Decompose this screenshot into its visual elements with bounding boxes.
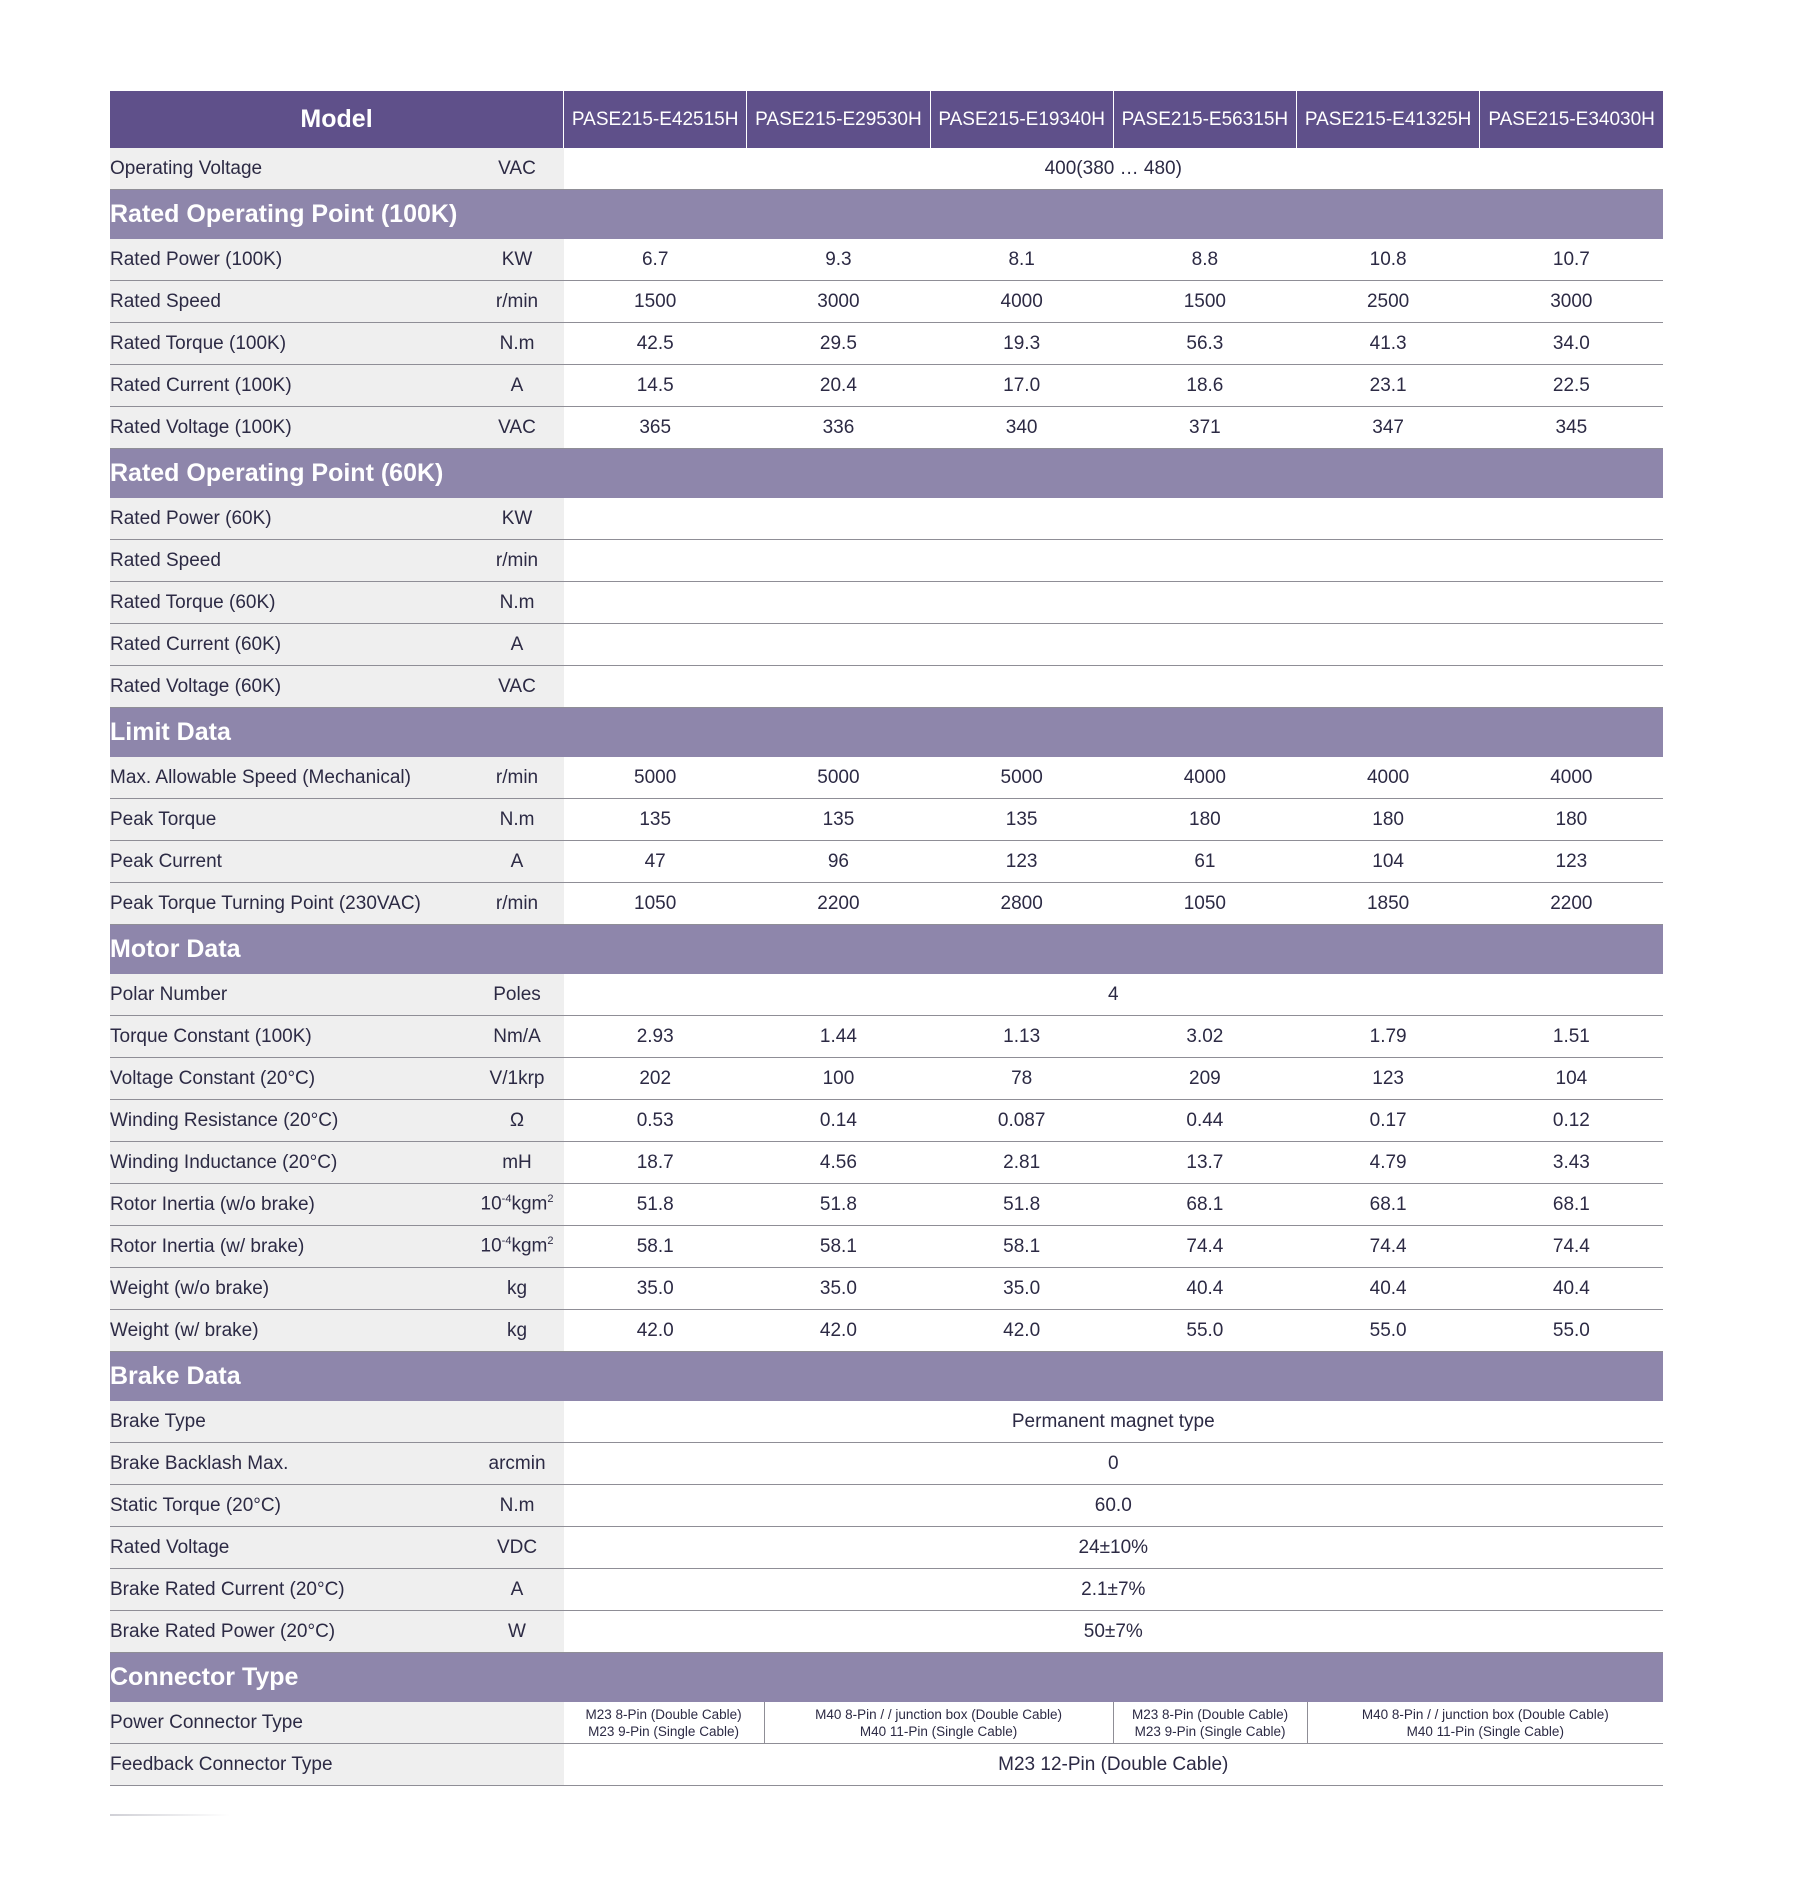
row-value: 74.4 bbox=[1480, 1226, 1663, 1268]
row-value: 40.4 bbox=[1480, 1268, 1663, 1310]
table-row bbox=[110, 757, 1663, 799]
row-value: 51.8 bbox=[747, 1184, 930, 1226]
row-value: 123 bbox=[1297, 1058, 1480, 1100]
row-label: Voltage Constant (20°C) bbox=[110, 1058, 470, 1100]
connector-group bbox=[1113, 1702, 1307, 1743]
row-value: 17.0 bbox=[930, 365, 1113, 407]
section-title: Limit Data bbox=[110, 708, 1663, 758]
row-value: 400(380 … 480) bbox=[564, 148, 1663, 190]
row-value: 1850 bbox=[1297, 883, 1480, 925]
row-unit bbox=[470, 1401, 563, 1443]
row-unit: N.m bbox=[470, 323, 563, 365]
table-row bbox=[110, 1527, 1663, 1569]
row-unit: N.m bbox=[470, 799, 563, 841]
table-row bbox=[110, 1100, 1663, 1142]
model-name: PASE215-E29530H bbox=[747, 91, 930, 148]
row-value: 29.5 bbox=[747, 323, 930, 365]
row-value: 5000 bbox=[747, 757, 930, 799]
model-name: PASE215-E42515H bbox=[564, 91, 747, 148]
table-row bbox=[110, 1142, 1663, 1184]
row-value: 4000 bbox=[1297, 757, 1480, 799]
table-row bbox=[110, 1485, 1663, 1527]
row-value: 0.53 bbox=[564, 1100, 747, 1142]
row-label: Rated Torque (60K) bbox=[110, 582, 470, 624]
row-label: Rotor Inertia (w/ brake) bbox=[110, 1226, 470, 1268]
unit-base: 10 bbox=[480, 1193, 502, 1215]
row-value: 58.1 bbox=[930, 1226, 1113, 1268]
row-value: 96 bbox=[747, 841, 930, 883]
table-row bbox=[110, 1702, 1663, 1744]
row-unit: kg bbox=[470, 1310, 563, 1352]
table-row bbox=[110, 799, 1663, 841]
row-value: 345 bbox=[1480, 407, 1663, 449]
row-unit bbox=[470, 1184, 563, 1226]
row-unit: A bbox=[470, 841, 563, 883]
row-value: 68.1 bbox=[1113, 1184, 1296, 1226]
row-value-empty bbox=[564, 540, 1663, 582]
row-label: Rotor Inertia (w/o brake) bbox=[110, 1184, 470, 1226]
table-row bbox=[110, 974, 1663, 1016]
row-value: 3000 bbox=[1480, 281, 1663, 323]
table-row bbox=[110, 148, 1663, 190]
section-title: Brake Data bbox=[110, 1352, 1663, 1402]
table-row bbox=[110, 407, 1663, 449]
row-unit: r/min bbox=[470, 757, 563, 799]
row-unit: Ω bbox=[470, 1100, 563, 1142]
row-value: 23.1 bbox=[1297, 365, 1480, 407]
row-value: 42.0 bbox=[564, 1310, 747, 1352]
section-header bbox=[110, 1653, 1663, 1703]
row-unit: r/min bbox=[470, 883, 563, 925]
table-row bbox=[110, 540, 1663, 582]
row-value: 18.7 bbox=[564, 1142, 747, 1184]
row-label: Rated Voltage bbox=[110, 1527, 470, 1569]
table-row bbox=[110, 1443, 1663, 1485]
row-value: 9.3 bbox=[747, 239, 930, 281]
row-value: 58.1 bbox=[564, 1226, 747, 1268]
section-header bbox=[110, 190, 1663, 240]
row-label: Brake Type bbox=[110, 1401, 470, 1443]
section-header bbox=[110, 925, 1663, 975]
row-value: 0.087 bbox=[930, 1100, 1113, 1142]
row-value: 1500 bbox=[564, 281, 747, 323]
table-row bbox=[110, 1226, 1663, 1268]
row-value: 55.0 bbox=[1113, 1310, 1296, 1352]
table-row bbox=[110, 624, 1663, 666]
row-label: Polar Number bbox=[110, 974, 470, 1016]
row-unit: mH bbox=[470, 1142, 563, 1184]
row-value: 2.93 bbox=[564, 1016, 747, 1058]
row-value: 2200 bbox=[1480, 883, 1663, 925]
table-row bbox=[110, 1310, 1663, 1352]
connector-line: M40 11-Pin (Single Cable) bbox=[1406, 1723, 1564, 1739]
table-row bbox=[110, 498, 1663, 540]
model-title: Model bbox=[110, 91, 564, 148]
unit-exponent: -4 bbox=[501, 1235, 512, 1248]
connector-line: M40 8-Pin / / junction box (Double Cable) bbox=[815, 1706, 1062, 1722]
row-value: 135 bbox=[930, 799, 1113, 841]
table-row bbox=[110, 582, 1663, 624]
row-value: 41.3 bbox=[1297, 323, 1480, 365]
row-label: Brake Rated Current (20°C) bbox=[110, 1569, 470, 1611]
table-row bbox=[110, 1744, 1663, 1786]
table-row bbox=[110, 883, 1663, 925]
row-label: Peak Current bbox=[110, 841, 470, 883]
row-value: 60.0 bbox=[564, 1485, 1663, 1527]
row-value: 42.0 bbox=[747, 1310, 930, 1352]
row-value: 55.0 bbox=[1297, 1310, 1480, 1352]
row-value: 5000 bbox=[930, 757, 1113, 799]
row-value: 68.1 bbox=[1480, 1184, 1663, 1226]
row-value: 180 bbox=[1480, 799, 1663, 841]
model-name: PASE215-E41325H bbox=[1297, 91, 1480, 148]
row-value: 8.1 bbox=[930, 239, 1113, 281]
row-value: 123 bbox=[930, 841, 1113, 883]
row-unit: Nm/A bbox=[470, 1016, 563, 1058]
connector-line: M23 8-Pin (Double Cable) bbox=[1132, 1706, 1289, 1722]
row-value: 180 bbox=[1113, 799, 1296, 841]
row-value: 35.0 bbox=[930, 1268, 1113, 1310]
row-unit: A bbox=[470, 1569, 563, 1611]
row-value: 5000 bbox=[564, 757, 747, 799]
table-row bbox=[110, 1058, 1663, 1100]
row-value: 20.4 bbox=[747, 365, 930, 407]
row-value: 13.7 bbox=[1113, 1142, 1296, 1184]
section-title: Rated Operating Point (100K) bbox=[110, 190, 1663, 240]
row-unit: VAC bbox=[470, 148, 563, 190]
row-value: 34.0 bbox=[1480, 323, 1663, 365]
row-unit: V/1krp bbox=[470, 1058, 563, 1100]
row-value: 74.4 bbox=[1113, 1226, 1296, 1268]
row-unit: VAC bbox=[470, 407, 563, 449]
row-value: 1.51 bbox=[1480, 1016, 1663, 1058]
row-value: Permanent magnet type bbox=[564, 1401, 1663, 1443]
row-label: Brake Backlash Max. bbox=[110, 1443, 470, 1485]
model-header-row bbox=[110, 91, 1663, 148]
row-value: 56.3 bbox=[1113, 323, 1296, 365]
row-value-empty bbox=[564, 666, 1663, 708]
connector-group bbox=[1307, 1702, 1663, 1743]
row-label: Rated Current (60K) bbox=[110, 624, 470, 666]
row-label: Feedback Connector Type bbox=[110, 1744, 470, 1786]
row-value: 78 bbox=[930, 1058, 1113, 1100]
row-value-empty bbox=[564, 582, 1663, 624]
row-value: M23 12-Pin (Double Cable) bbox=[564, 1744, 1663, 1786]
row-label: Rated Power (100K) bbox=[110, 239, 470, 281]
row-value: 4000 bbox=[1480, 757, 1663, 799]
row-value: 1.44 bbox=[747, 1016, 930, 1058]
row-label: Power Connector Type bbox=[110, 1702, 470, 1744]
connector-line: M40 11-Pin (Single Cable) bbox=[859, 1723, 1018, 1739]
row-value: 68.1 bbox=[1297, 1184, 1480, 1226]
row-value: 2.1±7% bbox=[564, 1569, 1663, 1611]
row-value: 371 bbox=[1113, 407, 1296, 449]
row-value: 1.79 bbox=[1297, 1016, 1480, 1058]
row-unit: kg bbox=[470, 1268, 563, 1310]
row-value: 4000 bbox=[930, 281, 1113, 323]
row-value: 180 bbox=[1297, 799, 1480, 841]
row-value: 4.79 bbox=[1297, 1142, 1480, 1184]
connector-line: M23 9-Pin (Single Cable) bbox=[588, 1723, 739, 1739]
unit-mid: kgm bbox=[511, 1235, 548, 1257]
spec-table bbox=[110, 91, 1663, 1786]
row-unit: KW bbox=[470, 498, 563, 540]
row-value: 336 bbox=[747, 407, 930, 449]
table-row bbox=[110, 239, 1663, 281]
section-title: Connector Type bbox=[110, 1653, 1663, 1703]
row-value: 35.0 bbox=[747, 1268, 930, 1310]
table-row bbox=[110, 323, 1663, 365]
row-unit: VDC bbox=[470, 1527, 563, 1569]
row-unit: N.m bbox=[470, 582, 563, 624]
row-value: 2500 bbox=[1297, 281, 1480, 323]
row-label: Max. Allowable Speed (Mechanical) bbox=[110, 757, 470, 799]
row-unit: VAC bbox=[470, 666, 563, 708]
row-label: Torque Constant (100K) bbox=[110, 1016, 470, 1058]
row-value: 0.44 bbox=[1113, 1100, 1296, 1142]
row-unit: Poles bbox=[470, 974, 563, 1016]
row-label: Rated Voltage (60K) bbox=[110, 666, 470, 708]
row-value: 10.8 bbox=[1297, 239, 1480, 281]
row-unit: W bbox=[470, 1611, 563, 1653]
row-value: 135 bbox=[564, 799, 747, 841]
table-row bbox=[110, 666, 1663, 708]
row-label: Brake Rated Power (20°C) bbox=[110, 1611, 470, 1653]
section-header bbox=[110, 708, 1663, 758]
table-row bbox=[110, 1401, 1663, 1443]
row-value: 0.14 bbox=[747, 1100, 930, 1142]
table-row bbox=[110, 1268, 1663, 1310]
connector-line: M23 9-Pin (Single Cable) bbox=[1134, 1723, 1286, 1739]
unit-exponent: 2 bbox=[547, 1235, 554, 1248]
row-value: 202 bbox=[564, 1058, 747, 1100]
row-value-empty bbox=[564, 498, 1663, 540]
row-value: 8.8 bbox=[1113, 239, 1296, 281]
row-value: 3.02 bbox=[1113, 1016, 1296, 1058]
connector-groups bbox=[564, 1702, 1663, 1744]
row-label: Weight (w/ brake) bbox=[110, 1310, 470, 1352]
row-label: Rated Speed bbox=[110, 281, 470, 323]
row-label: Rated Voltage (100K) bbox=[110, 407, 470, 449]
section-header bbox=[110, 449, 1663, 499]
row-value: 340 bbox=[930, 407, 1113, 449]
unit-exponent: 2 bbox=[547, 1193, 554, 1206]
row-value: 1500 bbox=[1113, 281, 1296, 323]
row-value: 209 bbox=[1113, 1058, 1296, 1100]
row-label: Static Torque (20°C) bbox=[110, 1485, 470, 1527]
row-value: 0 bbox=[564, 1443, 1663, 1485]
row-unit: A bbox=[470, 624, 563, 666]
row-value: 0.12 bbox=[1480, 1100, 1663, 1142]
row-value: 50±7% bbox=[564, 1611, 1663, 1653]
row-value: 55.0 bbox=[1480, 1310, 1663, 1352]
connector-group bbox=[564, 1702, 764, 1743]
row-value: 2.81 bbox=[930, 1142, 1113, 1184]
row-value: 42.5 bbox=[564, 323, 747, 365]
row-label: Winding Inductance (20°C) bbox=[110, 1142, 470, 1184]
row-value: 40.4 bbox=[1297, 1268, 1480, 1310]
row-label: Peak Torque Turning Point (230VAC) bbox=[110, 883, 470, 925]
row-unit bbox=[470, 1226, 563, 1268]
row-unit: r/min bbox=[470, 281, 563, 323]
row-value: 61 bbox=[1113, 841, 1296, 883]
row-value: 35.0 bbox=[564, 1268, 747, 1310]
row-value-empty bbox=[564, 624, 1663, 666]
unit-exponent: -4 bbox=[501, 1193, 512, 1206]
row-value: 4.56 bbox=[747, 1142, 930, 1184]
row-value: 2800 bbox=[930, 883, 1113, 925]
row-label: Weight (w/o brake) bbox=[110, 1268, 470, 1310]
row-value: 1050 bbox=[1113, 883, 1296, 925]
connector-line: M40 8-Pin / / junction box (Double Cable) bbox=[1361, 1706, 1609, 1722]
row-label: Peak Torque bbox=[110, 799, 470, 841]
row-value: 14.5 bbox=[564, 365, 747, 407]
row-value: 19.3 bbox=[930, 323, 1113, 365]
row-value: 18.6 bbox=[1113, 365, 1296, 407]
row-label: Rated Speed bbox=[110, 540, 470, 582]
row-value: 100 bbox=[747, 1058, 930, 1100]
table-row bbox=[110, 1611, 1663, 1653]
row-value: 6.7 bbox=[564, 239, 747, 281]
row-value: 40.4 bbox=[1113, 1268, 1296, 1310]
connector-group bbox=[764, 1702, 1113, 1743]
row-label: Winding Resistance (20°C) bbox=[110, 1100, 470, 1142]
row-value: 4000 bbox=[1113, 757, 1296, 799]
row-unit: r/min bbox=[470, 540, 563, 582]
row-value: 24±10% bbox=[564, 1527, 1663, 1569]
row-unit: N.m bbox=[470, 1485, 563, 1527]
unit-base: 10 bbox=[480, 1235, 502, 1257]
row-value: 1050 bbox=[564, 883, 747, 925]
row-label: Operating Voltage bbox=[110, 148, 470, 190]
row-value: 135 bbox=[747, 799, 930, 841]
table-row bbox=[110, 1184, 1663, 1226]
model-name: PASE215-E56315H bbox=[1113, 91, 1296, 148]
row-value: 58.1 bbox=[747, 1226, 930, 1268]
model-name: PASE215-E19340H bbox=[930, 91, 1113, 148]
row-unit: A bbox=[470, 365, 563, 407]
row-value: 4 bbox=[564, 974, 1663, 1016]
row-label: Rated Power (60K) bbox=[110, 498, 470, 540]
row-value: 0.17 bbox=[1297, 1100, 1480, 1142]
row-value: 365 bbox=[564, 407, 747, 449]
footer-divider bbox=[110, 1814, 230, 1816]
row-value: 3.43 bbox=[1480, 1142, 1663, 1184]
row-unit: arcmin bbox=[470, 1443, 563, 1485]
row-value: 74.4 bbox=[1297, 1226, 1480, 1268]
row-unit bbox=[470, 1744, 563, 1786]
row-value: 42.0 bbox=[930, 1310, 1113, 1352]
row-value: 22.5 bbox=[1480, 365, 1663, 407]
row-value: 104 bbox=[1480, 1058, 1663, 1100]
row-value: 347 bbox=[1297, 407, 1480, 449]
row-value: 1.13 bbox=[930, 1016, 1113, 1058]
row-value: 51.8 bbox=[930, 1184, 1113, 1226]
row-value: 2200 bbox=[747, 883, 930, 925]
table-row bbox=[110, 841, 1663, 883]
row-value: 3000 bbox=[747, 281, 930, 323]
unit-mid: kgm bbox=[511, 1193, 548, 1215]
row-unit: KW bbox=[470, 239, 563, 281]
model-name: PASE215-E34030H bbox=[1480, 91, 1663, 148]
row-value: 47 bbox=[564, 841, 747, 883]
row-unit bbox=[470, 1702, 563, 1744]
row-value: 10.7 bbox=[1480, 239, 1663, 281]
row-value: 123 bbox=[1480, 841, 1663, 883]
section-header bbox=[110, 1352, 1663, 1402]
row-label: Rated Current (100K) bbox=[110, 365, 470, 407]
section-title: Rated Operating Point (60K) bbox=[110, 449, 1663, 499]
connector-line: M23 8-Pin (Double Cable) bbox=[585, 1706, 742, 1722]
row-value: 51.8 bbox=[564, 1184, 747, 1226]
table-row bbox=[110, 1569, 1663, 1611]
table-row bbox=[110, 1016, 1663, 1058]
table-row bbox=[110, 281, 1663, 323]
row-label: Rated Torque (100K) bbox=[110, 323, 470, 365]
table-row bbox=[110, 365, 1663, 407]
row-value: 104 bbox=[1297, 841, 1480, 883]
section-title: Motor Data bbox=[110, 925, 1663, 975]
